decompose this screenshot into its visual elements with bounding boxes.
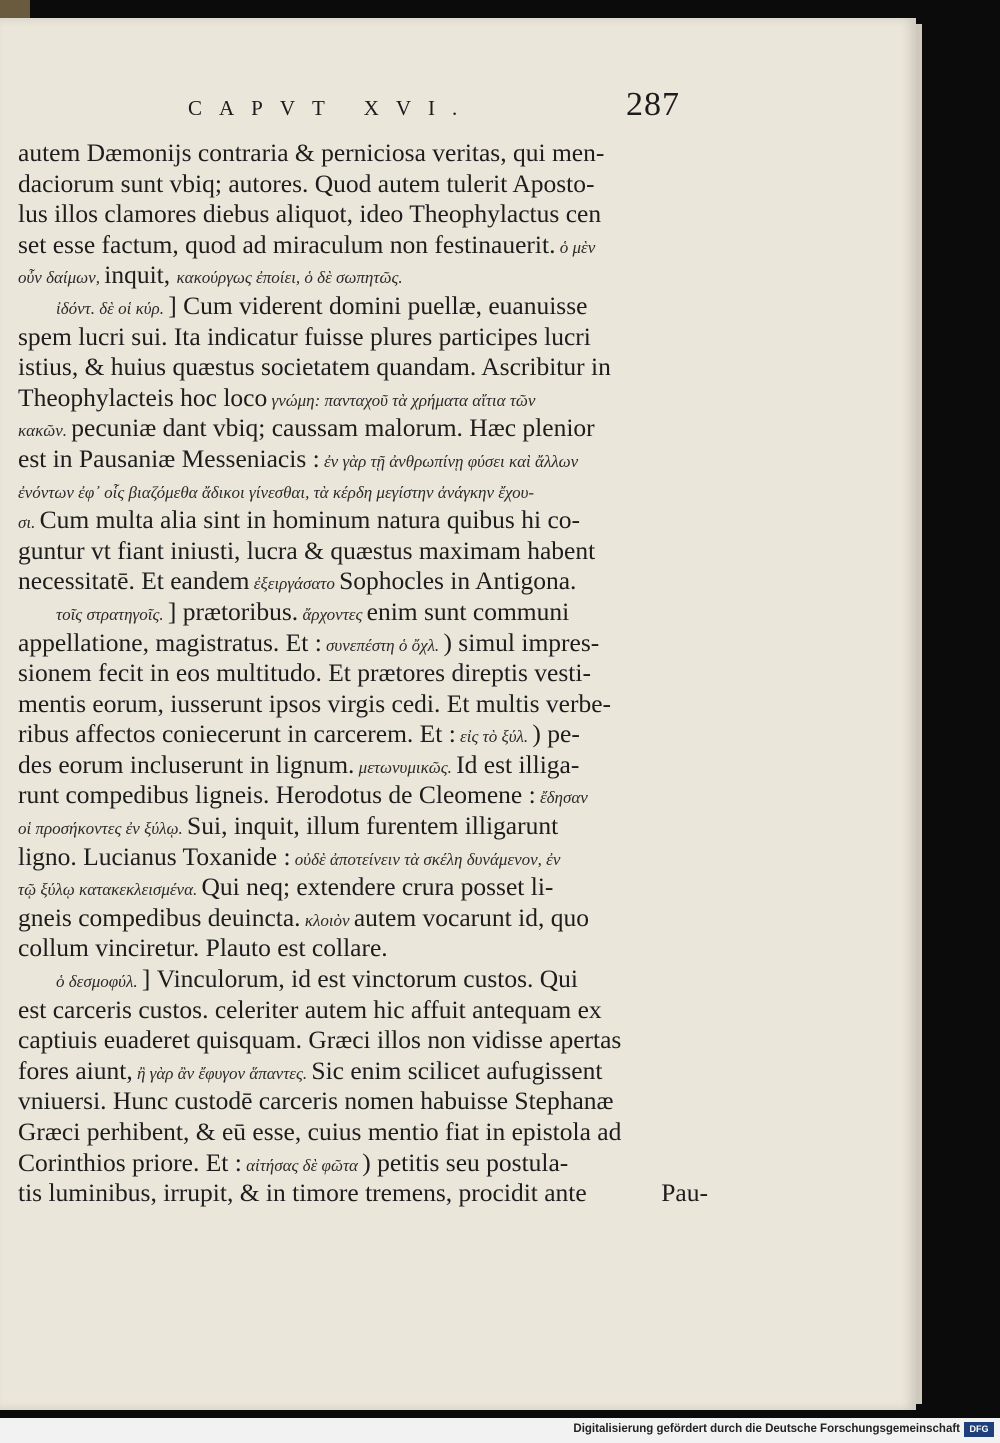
greek-quotation: ἄρχοντες <box>298 604 367 624</box>
latin-text: Sophocles in Antigona. <box>339 566 577 596</box>
latin-text: spem lucri sui. Ita indicatur fuisse plures participes lucri <box>18 321 591 351</box>
latin-text: ] Cum viderent domini puellæ, euanuisse <box>168 290 588 320</box>
latin-text: inquit, <box>104 260 177 290</box>
latin-text: pecuniæ dant vbiq; caussam malorum. Hæc plenior <box>71 413 595 443</box>
text-line <box>18 169 708 200</box>
greek-quotation: σι. <box>18 513 40 533</box>
page-number: 287 <box>626 86 680 123</box>
text-line <box>18 322 708 353</box>
latin-text: lus illos clamores diebus aliquot, ideo Theophylactus cen <box>18 199 602 229</box>
greek-quotation: ἰδόντ. δὲ οἱ κύρ. <box>56 298 169 318</box>
latin-text: est in Pausaniæ Messeniacis : <box>18 443 320 473</box>
latin-text: Sic enim scilicet aufugissent <box>311 1055 603 1085</box>
book-page <box>0 18 916 1410</box>
text-line <box>18 628 708 659</box>
latin-text: istius, & huius quæstus societatem quandam. Ascribitur in <box>18 352 611 382</box>
greek-quotation: τοῖς στρατηγοῖς. <box>56 604 168 624</box>
latin-text: ribus affectos coniecerunt in carcerem. Et : <box>18 719 456 749</box>
greek-quotation: ἔδησαν <box>535 788 588 808</box>
text-line <box>18 933 708 964</box>
text-line <box>18 842 708 873</box>
latin-text: guntur vt fiant iniusti, lucra & quæstus maximam habent <box>18 535 596 565</box>
text-line <box>18 230 708 261</box>
latin-text: gneis compedibus deuincta. <box>18 902 301 932</box>
latin-text: necessitatē. Et eandem <box>18 566 250 596</box>
text-line <box>18 383 708 414</box>
greek-quotation: κακούργως ἐποίει, ὁ δὲ σωπητῶς. <box>176 268 403 288</box>
latin-text: vniuersi. Hunc custodē carceris nomen habuisse Stephanæ <box>18 1086 614 1116</box>
page-body-text <box>18 138 708 1209</box>
text-line <box>18 597 708 628</box>
latin-text: Corinthios priore. Et : <box>18 1147 242 1177</box>
text-line <box>18 995 708 1026</box>
text-line <box>18 536 708 567</box>
text-line <box>18 444 708 475</box>
latin-text: ] Vinculorum, id est vinctorum custos. Qui <box>141 964 579 994</box>
text-line <box>18 964 708 995</box>
text-line <box>18 811 708 842</box>
text-line <box>18 475 708 506</box>
greek-quotation: οὖν δαίμων, <box>18 268 105 288</box>
text-line <box>18 413 708 444</box>
text-line <box>18 689 708 720</box>
latin-text: fores aiunt, <box>18 1055 133 1085</box>
greek-quotation: ἐξειργάσατο <box>249 574 340 594</box>
greek-quotation: κλοιὸν <box>300 910 354 930</box>
text-line <box>18 138 708 169</box>
latin-text: Id est illiga- <box>456 749 580 779</box>
text-line <box>18 1056 708 1087</box>
scan-corner-marker <box>0 0 30 20</box>
latin-text: collum vinciretur. Plauto est collare. <box>18 933 388 963</box>
footer-bar <box>0 1418 1000 1443</box>
latin-text: ligno. Lucianus Toxanide : <box>18 841 291 871</box>
latin-text: des eorum incluserunt in lignum. <box>18 749 355 779</box>
latin-text: enim sunt communi <box>366 596 570 626</box>
latin-text: est carceris custos. celeriter autem hic affuit antequam ex <box>18 994 602 1024</box>
latin-text: runt compedibus ligneis. Herodotus de Cleomene : <box>18 780 536 810</box>
greek-quotation: εἰς τὸ ξύλ. <box>455 727 533 747</box>
latin-text: set esse factum, quod ad miraculum non festinauerit. <box>18 229 556 259</box>
latin-text: autem Dæmonijs contraria & perniciosa veritas, qui men- <box>18 138 605 167</box>
latin-text: autem vocarunt id, quo <box>353 902 589 932</box>
latin-text: Sui, inquit, illum furentem illigarunt <box>187 811 559 841</box>
greek-quotation: ὁ δεσμοφύλ. <box>56 972 142 992</box>
latin-text: Qui neq; extendere crura posset li- <box>201 872 554 902</box>
text-line <box>18 750 708 781</box>
text-line <box>18 1086 708 1117</box>
greek-quotation: τῷ ξύλῳ κατακεκλεισμένα. <box>18 880 202 900</box>
catchword-block <box>18 1178 708 1209</box>
text-line <box>18 291 708 322</box>
greek-quotation: οἱ προσήκοντες ἐν ξύλῳ. <box>18 819 188 839</box>
text-line <box>18 566 708 597</box>
text-line <box>18 1025 708 1056</box>
latin-text: ] prætoribus. <box>167 596 299 626</box>
latin-text: sionem fecit in eos multitudo. Et prætores direptis vesti- <box>18 658 591 688</box>
greek-quotation: αἰτήσας δὲ φῶτα <box>241 1155 363 1175</box>
greek-quotation: οὐδὲ ἀποτείνειν τὰ σκέλη δυνάμενον, ἐν <box>290 849 561 869</box>
latin-text: mentis eorum, iusserunt ipsos virgis cedi. Et multis verbe- <box>18 688 612 718</box>
latin-text: Cum multa alia sint in hominum natura quibus hi co- <box>39 505 581 535</box>
latin-text: Græci perhibent, & eū esse, cuius mentio fiat in epistola ad <box>18 1117 622 1146</box>
greek-quotation: ἐν γὰρ τῇ ἀνθρωπίνῃ φύσει καὶ ἄλλων <box>319 451 579 471</box>
text-line <box>18 260 708 291</box>
latin-text: ) petitis seu postula- <box>362 1147 569 1177</box>
text-line <box>18 1148 708 1179</box>
latin-text: tis luminibus, irrupit, & in timore tremens, procidit ante <box>18 1178 587 1208</box>
text-line <box>18 199 708 230</box>
running-head: CAPVT XVI. <box>188 96 475 120</box>
text-line <box>18 719 708 750</box>
dfg-logo-icon: DFG <box>964 1422 994 1437</box>
text-line <box>18 780 708 811</box>
latin-text: ) pe- <box>532 719 580 749</box>
catchword: Pau- <box>661 1178 708 1207</box>
greek-quotation: γνώμη: πανταχοῦ τὰ χρήματα αἴτια τῶν <box>267 390 536 410</box>
funding-credit: Digitalisierung gefördert durch die Deutsche Forschungsgemeinschaft <box>573 1423 960 1435</box>
greek-quotation: μετωνυμικῶς. <box>354 757 457 777</box>
greek-quotation: ἐνόντων ἐφ᾽ οἷς βιαζόμεθα ἄδικοι γίνεσθαι, τὰ κέρδη μεγίστην ἀνάγκην ἔχου- <box>18 482 535 502</box>
greek-quotation: συνεπέστη ὁ ὄχλ. <box>321 635 444 655</box>
text-line <box>18 505 708 536</box>
page-edge <box>916 24 922 1404</box>
text-line <box>18 352 708 383</box>
greek-quotation: κακῶν. <box>18 421 72 441</box>
greek-quotation: ὁ μὲν <box>555 237 596 257</box>
text-line <box>18 903 708 934</box>
text-line <box>18 658 708 689</box>
latin-text: appellatione, magistratus. Et : <box>18 627 322 657</box>
latin-text: daciorum sunt vbiq; autores. Quod autem tulerit Aposto- <box>18 168 595 198</box>
latin-text: ) simul impres- <box>443 627 600 657</box>
page-header <box>0 78 916 138</box>
latin-text: Theophylacteis hoc loco <box>18 382 268 412</box>
latin-text: captiuis euaderet quisquam. Græci illos non vidisse apertas <box>18 1025 622 1055</box>
greek-quotation: ἢ γὰρ ἂν ἔφυγον ἅπαντες. <box>132 1063 312 1083</box>
text-line <box>18 1117 708 1148</box>
text-line <box>18 872 708 903</box>
